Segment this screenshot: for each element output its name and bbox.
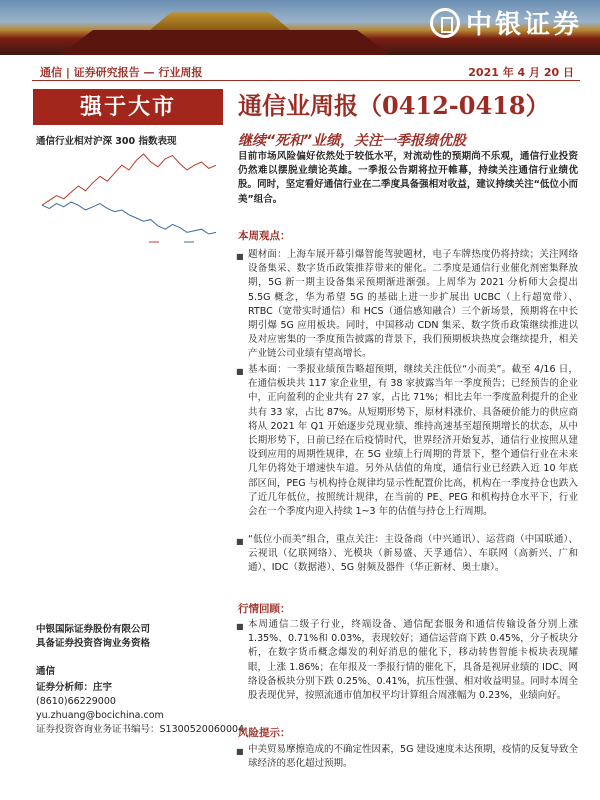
report-title: 通信业周报（0412-0418） xyxy=(238,91,550,120)
report-category: 通信 | 证券研究报告 — 行业周报 xyxy=(40,66,203,79)
chart-title: 通信行业相对沪深 300 指数表现 xyxy=(36,136,177,147)
bank-logo-icon xyxy=(430,8,460,38)
company-name: 中银国际证券股份有限公司 xyxy=(36,624,151,635)
viewpoint-paragraph-3: “低位小而美”组合，重点关注：主设备商（中兴通讯）、运营商（中国联通）、云视讯（亿联网络）、光模块（新易盛、天孚通信）、车联网（高新兴、广和通）、IDC（数据港）、5G 射频及器件（华正新材、奥士康）。 xyxy=(248,534,578,574)
building-roof-decoration xyxy=(150,8,290,30)
section-viewpoint: 本周观点： xyxy=(238,230,291,242)
analyst-name: 证券分析师：庄宇 xyxy=(36,682,113,693)
analyst-email: yu.zhuang@bocichina.com xyxy=(36,710,164,721)
report-info-bar xyxy=(32,62,580,81)
viewpoint-paragraph-1: 题材面：上海车展开幕引爆智能驾驶题材，电子车牌热度仍将持续；关注网络设备集采、数字货币政策推荐带来的催化。二季度是通信行业催化剂密集释放期，5G 新一期主设备集采预期渐进渐强。上周华为 2021 分析师大会提出 5.5G 概念，华为希望 5G 的基础上进一步扩展出 UCBC（上行超宽带）、RTBC（宽带实时通信）和 HCS（通信感知融合）三个新场景，预期将在中长期引爆 5G 应用板块。同时，中国移动 CDN 集采、数字货币政策继续推进以及对应密集的一季度预告披露的背景下，我们预期板块热度会继续提升，相关产业链公司业绩有望高增长。 xyxy=(248,249,578,360)
brand-logo xyxy=(430,4,582,41)
bullet-icon: ■ xyxy=(236,252,244,261)
report-subtitle: 继续“死和”业绩，关注一季报绩优股 xyxy=(238,133,467,149)
report-date: 2021 年 4 月 20 日 xyxy=(468,66,574,79)
report-summary: 目前市场风险偏好依然处于较低水平，对流动性的预期尚不乐观，通信行业投资仍然难以摆脱业绩论英雄。一季报公告期将拉开帷幕，持续关注通信行业绩优股。同时，坚定看好通信行业在二季度具备强相对收益，建议持续关注“低位小而美”组合。 xyxy=(238,151,578,205)
series-line-2 xyxy=(42,202,216,234)
company-qualification: 具备证券投资咨询业务资格 xyxy=(36,638,151,649)
performance-chart xyxy=(34,146,224,256)
bullet-icon: ■ xyxy=(236,622,244,631)
viewpoint-paragraph-2: 基本面：一季报业绩预告略超预期，继续关注低位“小而美”。截至 4/16 日，在通信板块共 117 家企业里，有 38 家披露当年一季度预告；已经预告的企业中，正向盈利的企业共有 27 家，占比 71%；相比去年一季度盈利提升的企业共有 33 家，占比 87%。从短期形势下，原材料涨价、具备硬价能力的供应商将从 2021 年 Q1 开始逐步兑现业绩、维持高速基至超预期增长的状态，从中长期形势下，日前已经在后疫情时代，世界经济开始复苏，通信行业按照从建设到应用的周期性规律，在 5G 业绩上行周期的背景下，整个通信行业在未来几年仍将处于增速快车道。另外从估值的角度，通信行业已经跌入近 10 年底部区间，PEG 与机构持仓规律均显示性配置价比高，机构在一季度持仓也跌入了近几年低位，按照统计规律，在当前的 PE、PEG 和机构持仓水平下，行业会在一个季度内迎入持续 1~3 年的估值与持仓上行周期。 xyxy=(248,364,578,518)
analyst-sector: 通信 xyxy=(36,666,56,677)
analyst-certificate: 证券投资咨询业务证书编号：S1300520060004 xyxy=(36,724,245,735)
section-review: 行情回顾： xyxy=(238,603,291,615)
bullet-icon: ■ xyxy=(236,367,244,376)
brand-name: 中银证券 xyxy=(465,10,582,40)
bullet-icon: ■ xyxy=(236,747,244,756)
risk-paragraph: 中美贸易摩擦造成的不确定性因素，5G 建设速度未达预期，疫情的反复导致全球经济的恶化超过预期。 xyxy=(248,744,578,770)
series-line-1 xyxy=(42,154,216,205)
bullet-icon: ■ xyxy=(236,537,244,546)
section-risk: 风险提示： xyxy=(238,727,291,739)
building-base-decoration xyxy=(60,30,390,55)
analyst-phone: (8610)66229000 xyxy=(36,696,116,707)
rating-badge: 强于大市 xyxy=(33,89,223,125)
review-paragraph: 本周通信二级子行业，终端设备、通信配套服务和通信传输设备分别上涨 1.35%、0.71%和 0.03%，表现较好；通信运营商下跌 0.45%，分子板块分析，在数字货币概念爆发的利好消息的催化下，移动转售智能卡板块表现耀眼，上涨 1.86%；在年报及一季报行情的催化下，具备是视屏业绩的 IDC、网络设备板块分别下跌 0.25%、0.41%，抗压性强、相对收益明显。同时本周全股表现优异，按照流通市值加权平均计算组合周涨幅为 0.23%，业绩向好。 xyxy=(248,619,578,702)
header-banner xyxy=(0,0,600,55)
